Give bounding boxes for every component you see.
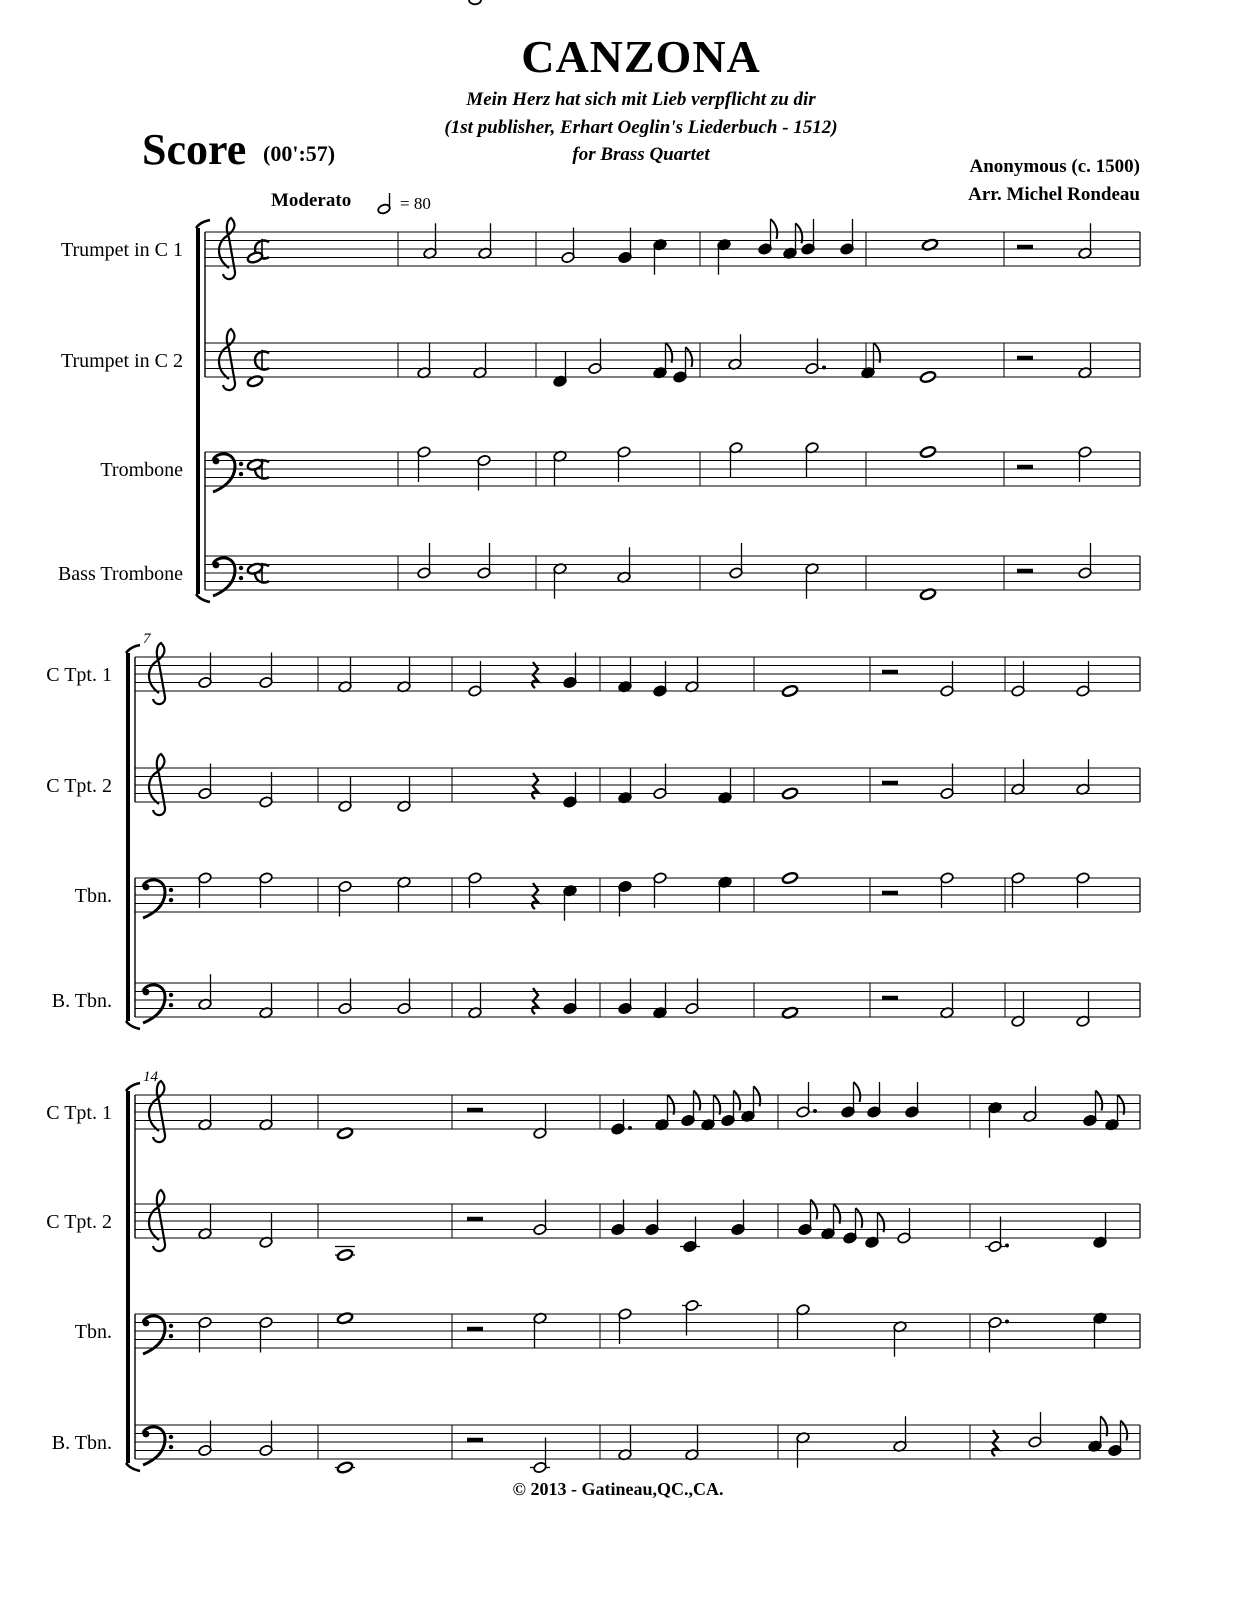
- staff-1: [61, 217, 1140, 293]
- notehead: [336, 1248, 353, 1261]
- bass-clef-dot: [143, 884, 150, 891]
- half-rest: [882, 996, 898, 1001]
- instrument-label: C Tpt. 2: [46, 1211, 112, 1233]
- note-flag: [694, 1091, 701, 1111]
- instrument-label: Trumpet in C 1: [60, 239, 183, 261]
- notehead: [336, 1461, 353, 1474]
- bass-clef-dot: [239, 472, 243, 476]
- bass-clef-dot: [143, 1431, 150, 1438]
- staff-2: [61, 328, 1140, 404]
- score-title: CANZONA: [521, 31, 761, 82]
- composer: Anonymous (c. 1500): [969, 156, 1140, 177]
- notehead: [781, 787, 798, 800]
- note-flag: [811, 1200, 818, 1220]
- note-flag: [1096, 1091, 1103, 1111]
- augmentation-dot: [822, 366, 826, 370]
- staff-3: [75, 1299, 1140, 1356]
- instrument-label: C Tpt. 2: [46, 775, 112, 797]
- half-rest: [882, 891, 898, 896]
- notehead: [469, 0, 481, 4]
- notehead: [781, 684, 798, 697]
- bass-clef-dot: [169, 1003, 173, 1007]
- bracket-hook: [126, 645, 140, 653]
- bass-clef-dot: [213, 458, 220, 465]
- tempo-value: = 80: [400, 194, 431, 213]
- score-label: Score: [142, 125, 247, 174]
- bracket-hook: [196, 220, 210, 228]
- bass-clef-dot: [169, 888, 173, 892]
- staff-1: [46, 1080, 1140, 1156]
- instrument-label: Trombone: [100, 459, 183, 481]
- note-flag: [771, 219, 778, 239]
- note-flag: [854, 1082, 861, 1102]
- half-rest: [882, 781, 898, 786]
- instrument-label: Tbn.: [74, 1321, 112, 1343]
- instrument-label: B. Tbn.: [51, 1432, 112, 1454]
- system-3: [46, 1069, 1140, 1474]
- bass-clef-dot: [239, 576, 243, 580]
- bracket-hook: [126, 1021, 140, 1029]
- staff-4: [58, 543, 1140, 601]
- half-rest: [467, 1108, 483, 1113]
- bass-clef-dot: [169, 993, 173, 997]
- half-rest: [467, 1217, 483, 1222]
- staff-1: [46, 642, 1140, 718]
- augmentation-dot: [1005, 1244, 1009, 1248]
- bass-clef-dot: [143, 1320, 150, 1327]
- staff-4: [52, 974, 1140, 1027]
- staff-2: [46, 0, 1140, 829]
- instrument-label: C Tpt. 1: [46, 664, 112, 686]
- copyright: © 2013 - Gatineau,QC.,CA.: [512, 1479, 724, 1499]
- bass-clef-dot: [169, 1334, 173, 1338]
- bracket-hook: [126, 1083, 140, 1091]
- note-flag: [686, 347, 693, 367]
- note-flag: [856, 1208, 863, 1228]
- staff-3: [100, 442, 1140, 492]
- note-flag: [1121, 1421, 1128, 1441]
- tempo-marking: Moderato: [271, 190, 352, 211]
- bracket-hook: [126, 1463, 140, 1471]
- instrument-label: Bass Trombone: [57, 563, 183, 585]
- half-rest: [1017, 465, 1033, 470]
- subtitle-line-1: Mein Herz hat sich mit Lieb verpflicht zu dir: [466, 89, 816, 110]
- measure-number: 14: [143, 1069, 158, 1085]
- half-rest: [1017, 356, 1033, 361]
- bracket-hook: [196, 594, 210, 602]
- bass-clef-dot: [239, 566, 243, 570]
- augmentation-dot: [1005, 1320, 1009, 1324]
- half-rest: [467, 1327, 483, 1332]
- system-1: [58, 217, 1140, 602]
- staff-4: [52, 1412, 1140, 1474]
- notehead: [919, 370, 936, 383]
- instrument-label: C Tpt. 1: [46, 1102, 112, 1124]
- bass-clef-dot: [169, 1324, 173, 1328]
- bass-clef-dot: [169, 898, 173, 902]
- augmentation-dot: [628, 1126, 632, 1130]
- subtitle-line-2: (1st publisher, Erhart Oeglin's Liederbuch - 1512): [444, 117, 838, 138]
- bass-clef-dot: [213, 562, 220, 569]
- bass-clef-dot: [169, 1435, 173, 1439]
- instrument-label: Trumpet in C 2: [60, 350, 183, 372]
- instrument-label: B. Tbn.: [51, 990, 112, 1012]
- half-rest: [467, 1438, 483, 1443]
- half-rest: [1017, 569, 1033, 574]
- notehead: [919, 445, 936, 458]
- half-rest: [882, 670, 898, 675]
- instrument-label: Tbn.: [74, 885, 112, 907]
- system-2: [46, 0, 1140, 1029]
- note-flag: [734, 1091, 741, 1111]
- notehead: [781, 871, 798, 884]
- subtitle-line-3: for Brass Quartet: [572, 144, 710, 165]
- measure-number: 7: [143, 631, 151, 647]
- arranger: Arr. Michel Rondeau: [968, 184, 1140, 205]
- bass-clef-dot: [169, 1445, 173, 1449]
- bass-clef-dot: [143, 989, 150, 996]
- staff-2: [46, 1189, 1140, 1265]
- half-rest: [1017, 245, 1033, 250]
- staff-3: [75, 871, 1140, 920]
- augmentation-dot: [813, 1109, 817, 1113]
- bass-clef-dot: [239, 462, 243, 466]
- duration: (00':57): [263, 141, 336, 166]
